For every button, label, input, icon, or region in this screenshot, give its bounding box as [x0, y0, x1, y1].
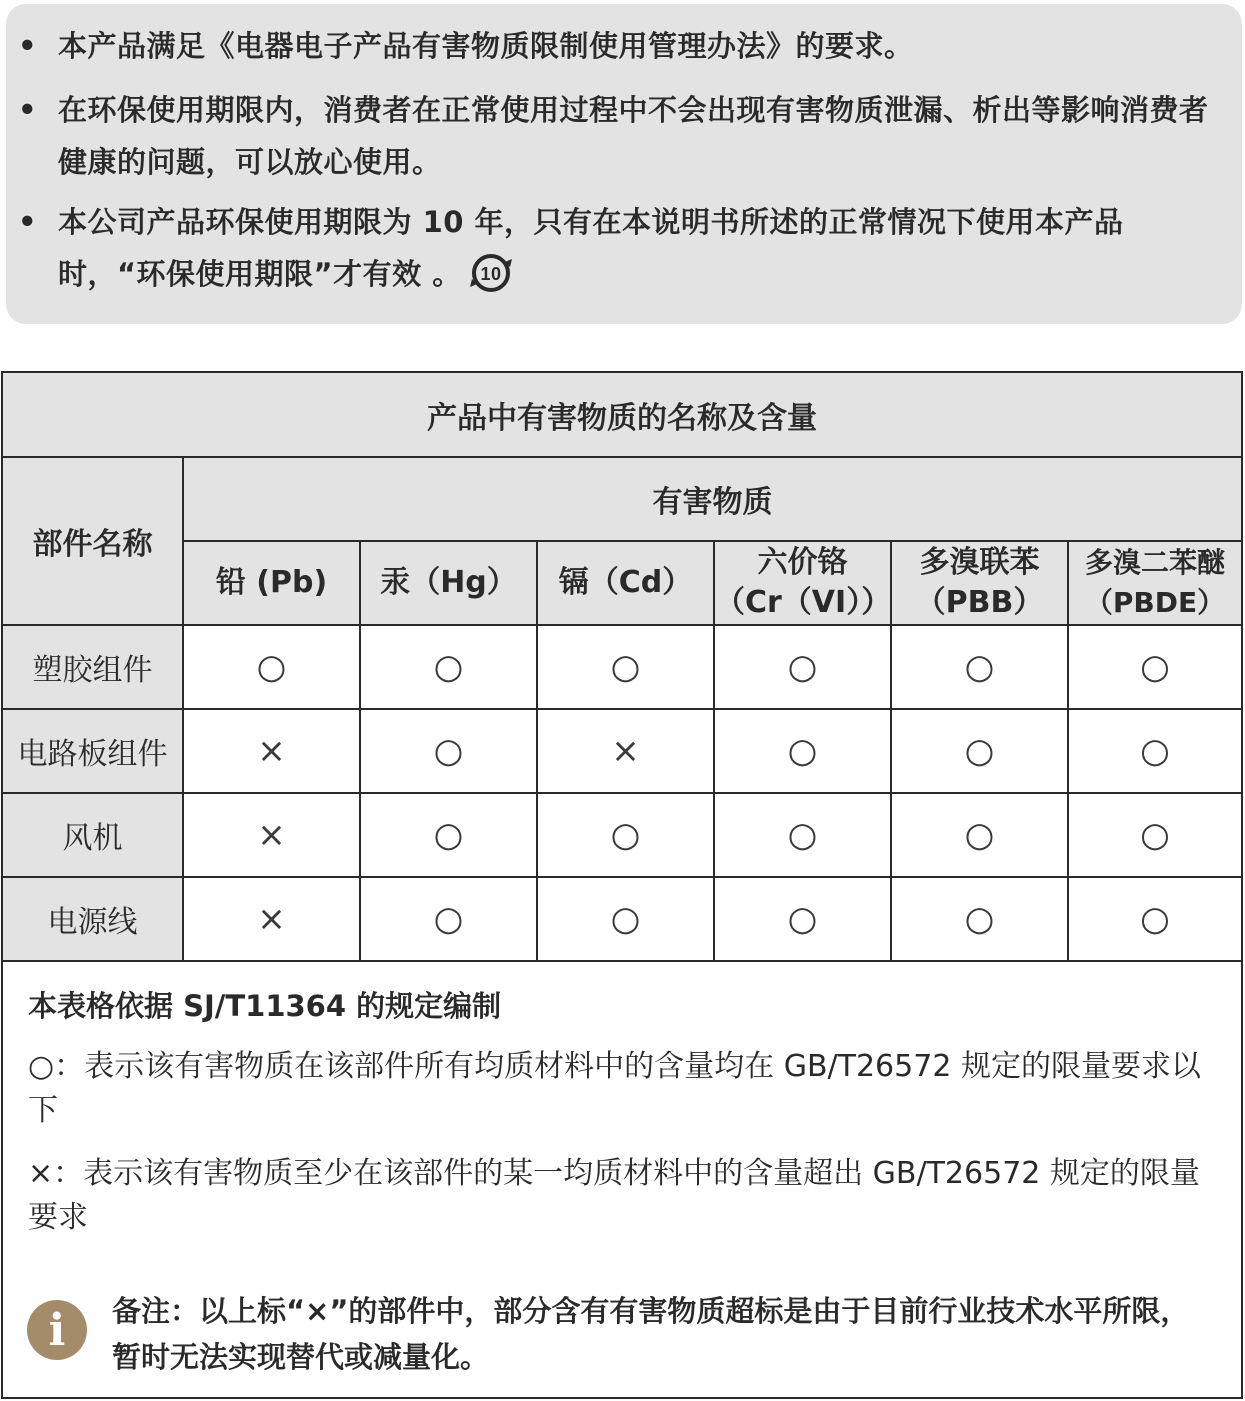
table-cell-mark: ○ [538, 878, 715, 962]
bullet-marker: • [18, 29, 37, 63]
info-icon: i [27, 1300, 87, 1360]
table-cell-mark: ○ [538, 626, 715, 710]
table-basis-note: 本表格依据 SJ/T11364 的规定编制 [28, 989, 502, 1023]
table-cell-mark: ○ [538, 794, 715, 878]
table-cell-mark: ○ [715, 710, 892, 794]
table-cell-mark: × [184, 794, 361, 878]
eco-period-label: 10 [480, 264, 502, 284]
table-cell-mark: ○ [361, 626, 538, 710]
eco-period-10-icon [468, 250, 514, 296]
table-cell-mark: ○ [1069, 794, 1241, 878]
bullet-marker: • [18, 205, 37, 239]
table-cell-mark: ○ [892, 626, 1069, 710]
substance-group-header: 有害物质 [184, 458, 1241, 542]
table-cell-mark: × [184, 878, 361, 962]
table-cell-mark: ○ [715, 794, 892, 878]
cross-legend-note: ×：表示该有害物质至少在该部件的某一均质材料中的含量超出 GB/T26572 规定的限量要求 [28, 1156, 1200, 1235]
substance-header: 汞（Hg） [361, 542, 538, 626]
substance-header: 多溴联苯 （PBB） [892, 542, 1069, 626]
table-cell-mark: ○ [892, 794, 1069, 878]
notice-bullet-3 [58, 196, 1218, 300]
table-cell-mark: ○ [1069, 878, 1241, 962]
substance-header: 多溴二苯醚 （PBDE） [1069, 542, 1241, 626]
table-row-part-name: 风机 [3, 794, 184, 878]
table-cell-mark: × [538, 710, 715, 794]
table-row-part-name: 电路板组件 [3, 710, 184, 794]
table-cell-mark: ○ [184, 626, 361, 710]
substance-header: 六价铬 （Cr（VI）） [715, 542, 892, 626]
table-cell-mark: × [184, 710, 361, 794]
table-cell-mark: ○ [715, 626, 892, 710]
substance-header: 镉（Cd） [538, 542, 715, 626]
table-cell-mark: ○ [892, 878, 1069, 962]
table-cell-mark: ○ [361, 878, 538, 962]
table-title: 产品中有害物质的名称及含量 [3, 373, 1241, 458]
table-row-part-name: 塑胶组件 [3, 626, 184, 710]
notice-bullet-2: 在环保使用期限内，消费者在正常使用过程中不会出现有害物质泄漏、析出等影响消费者健康的问题，可以放心使用。 [58, 93, 1209, 179]
circle-legend-note: ○：表示该有害物质在该部件所有均质材料中的含量均在 GB/T26572 规定的限量要求以下 [28, 1049, 1201, 1128]
remark-text: 备注：以上标“×”的部件中，部分含有有害物质超标是由于目前行业技术水平所限，暂时无法实现替代或减量化。 [112, 1294, 1190, 1374]
table-row-part-name: 电源线 [3, 878, 184, 962]
table-cell-mark: ○ [361, 710, 538, 794]
table-cell-mark: ○ [892, 710, 1069, 794]
table-cell-mark: ○ [715, 878, 892, 962]
substance-header: 铅 (Pb) [184, 542, 361, 626]
bullet-marker: • [18, 93, 37, 127]
notice-bullet-1: 本产品满足《电器电子产品有害物质限制使用管理办法》的要求。 [58, 29, 914, 63]
part-name-header: 部件名称 [3, 458, 184, 626]
notice-bullet-3-text: 本公司产品环保使用期限为 10 年，只有在本说明书所述的正常情况下使用本产品时，“环保使用期限”才有效 。 [58, 205, 1124, 291]
table-cell-mark: ○ [1069, 626, 1241, 710]
table-cell-mark: ○ [1069, 710, 1241, 794]
table-cell-mark: ○ [361, 794, 538, 878]
